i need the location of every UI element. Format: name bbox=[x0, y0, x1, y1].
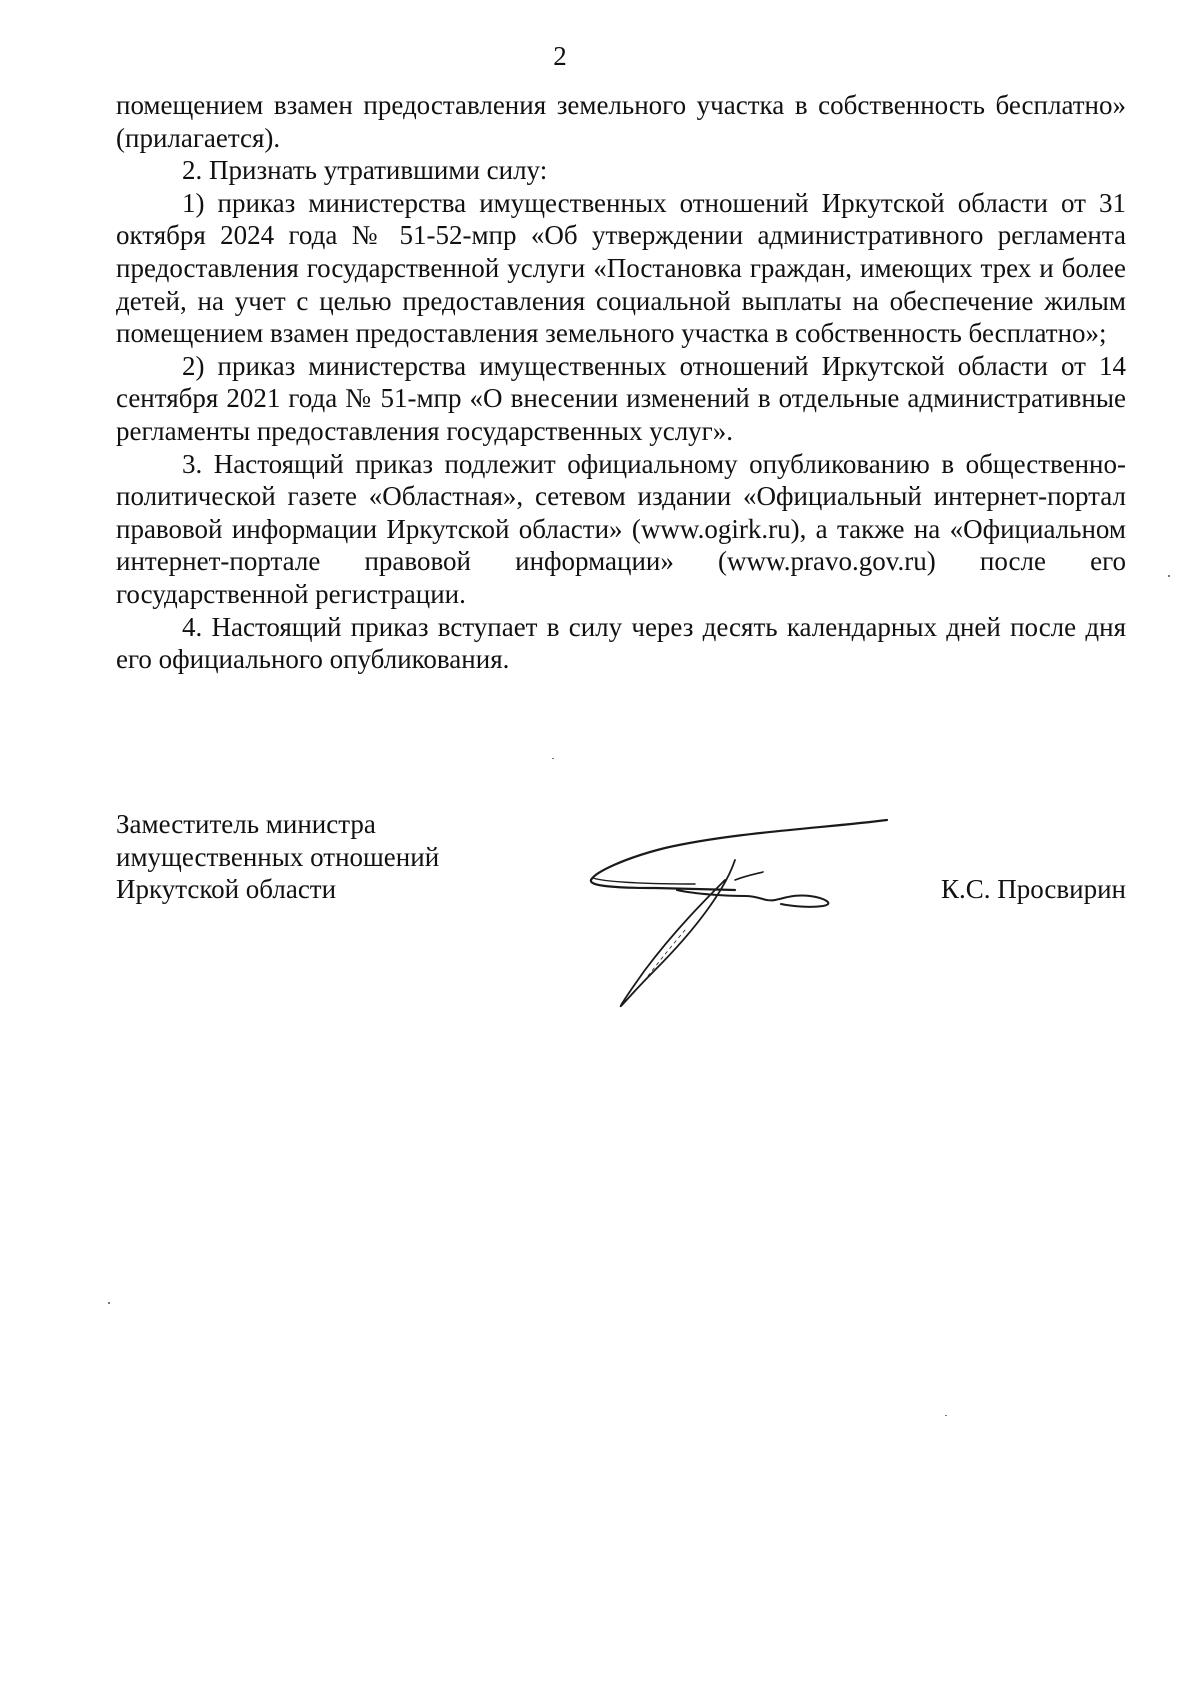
signatory-position-line: Заместитель министра bbox=[116, 809, 376, 839]
paragraph-subitem-1: 1) приказ министерства имущественных отношений Иркутской области от 31 октября 2024 года № 51-52-мпр «Об утверждении административного регламента предоставления государственной услуги «Постановка граждан, имеющих трех и более детей, на учет с целью предоставления социальной выплаты на обеспечение жилым помещением взамен предоставления земельного участка в собственность бесплатно»; bbox=[116, 187, 1126, 349]
paragraph-continuation: помещением взамен предоставления земельного участка в собственность бесплатно» (прилагается). bbox=[116, 90, 1126, 153]
page-number: 2 bbox=[553, 41, 567, 71]
paragraph-item-2: 2. Признать утратившими силу: bbox=[182, 155, 548, 186]
signatory-position bbox=[116, 808, 536, 906]
signatory-position-line: Иркутской области bbox=[116, 874, 337, 905]
paragraph-item-4: 4. Настоящий приказ вступает в силу через десять календарных дней после дня его официального опубликования. bbox=[116, 611, 1126, 675]
paragraph-item-3: 3. Настоящий приказ подлежит официальному опубликованию в общественно-политической газете «Областная», сетевом издании «Официальный интернет-портал правовой информации Иркутской области» (www.ogirk.ru), а также на «Официальном интернет-портале правовой информации» (www.pravo.gov.ru) после его государственной регистрации. bbox=[116, 448, 1126, 609]
paragraph-subitem-2: 2) приказ министерства имущественных отношений Иркутской области от 14 сентября 2021 года № 51-мпр «О внесении изменений в отдельные административные регламенты предоставления государственных услуг». bbox=[116, 350, 1126, 446]
handwritten-signature bbox=[585, 810, 905, 1010]
scan-speck bbox=[1168, 575, 1170, 577]
scan-speck bbox=[945, 1415, 947, 1416]
scan-speck bbox=[108, 1302, 110, 1304]
signatory-name: К.С. Просвирин bbox=[940, 874, 1126, 904]
scan-speck bbox=[552, 758, 554, 759]
signatory-position-line: имущественных отношений bbox=[116, 841, 440, 872]
document-body bbox=[116, 89, 1126, 676]
